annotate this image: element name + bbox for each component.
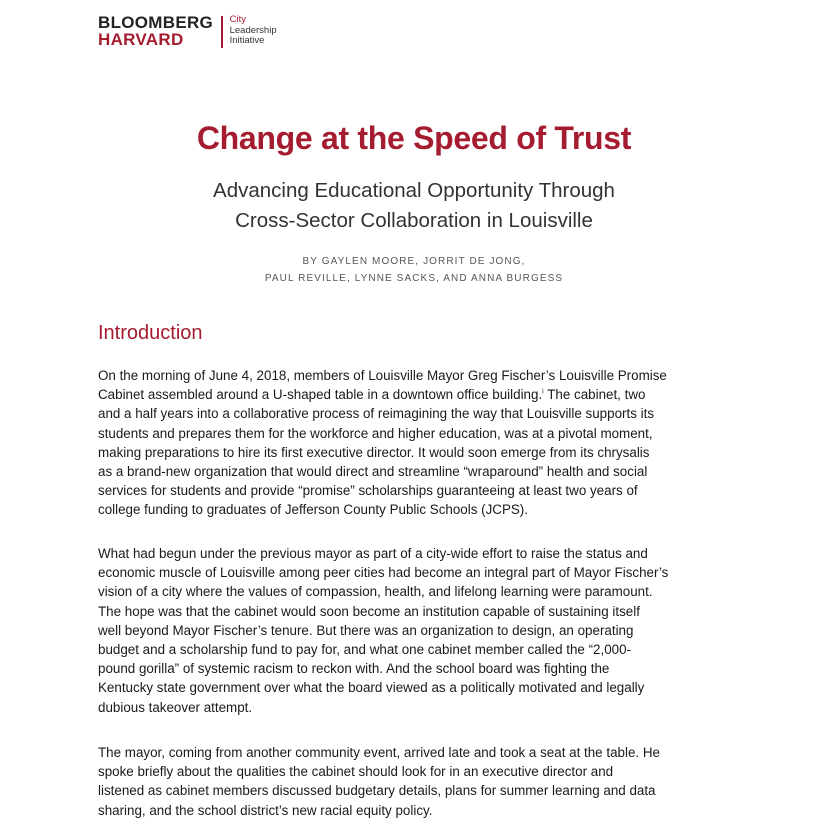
logo-initiative-name xyxy=(230,14,277,47)
paragraph-1 xyxy=(98,366,734,520)
logo-wordmark xyxy=(98,14,213,48)
section-heading-introduction: Introduction xyxy=(98,322,203,344)
subtitle-line-1: Advancing Educational Opportunity Through xyxy=(213,179,615,202)
logo-sub-city: City xyxy=(229,14,246,25)
paragraph-line: The hope was that the cabinet would soon become an institution capable of sustaining itself xyxy=(98,603,640,619)
paragraph-line: services for students and provide “promise” scholarships guaranteeing at least two years of xyxy=(98,483,638,499)
paragraph-line: vision of a city where the values of compassion, health, and lifelong learning were paramount. xyxy=(98,584,653,600)
paragraph-line: Kentucky state government over what the board viewed as a politically motivated and legally xyxy=(98,680,645,696)
paragraph-line-text: The cabinet, two xyxy=(543,387,646,403)
document-subtitle xyxy=(0,176,828,236)
logo-divider xyxy=(221,16,223,48)
author-line-1: BY GAYLEN MOORE, JORRIT DE JONG, xyxy=(302,256,526,267)
paragraph-2 xyxy=(98,544,734,717)
paragraph-line: budget and a scholarship fund to pay for, and what one cabinet member called the “2,000- xyxy=(98,642,631,658)
logo-bloomberg-text: BLOOMBERG xyxy=(98,13,214,32)
paragraph-line: college funding to graduates of Jefferson County Public Schools (JCPS). xyxy=(98,502,528,518)
paragraph-line: students and prepares them for the workforce and higher education, was at a pivotal moment, xyxy=(98,425,653,441)
subtitle-line-2: Cross-Sector Collaboration in Louisville xyxy=(235,209,593,232)
paragraph-line: On the morning of June 4, 2018, members of Louisville Mayor Greg Fischer’s Louisville Promise xyxy=(98,368,667,383)
author-line-2: PAUL REVILLE, LYNNE SACKS, AND ANNA BURGESS xyxy=(264,273,564,284)
paragraph-line: The mayor, coming from another community event, arrived late and took a seat at the table. He xyxy=(98,745,660,760)
bloomberg-harvard-logo xyxy=(98,14,277,48)
author-byline xyxy=(0,253,828,287)
logo-sub-leadership: Leadership xyxy=(229,24,277,36)
paragraph-line: listened as cabinet members discussed budgetary details, plans for summer learning and data xyxy=(98,783,656,799)
paragraph-line: pound gorilla” of systemic racism to reckon with. And the school board was fighting the xyxy=(98,661,610,677)
paragraph-line-text: Cabinet assembled around a U-shaped table in a downtown office building. xyxy=(98,387,543,403)
paragraph-line: dubious takeover attempt. xyxy=(98,699,253,715)
logo-sub-initiative: Initiative xyxy=(229,35,265,46)
paragraph-line: sharing, and the school district’s new racial equity policy. xyxy=(98,802,433,818)
paragraph-line: well beyond Mayor Fischer’s tenure. But there was an organization to design, an operating xyxy=(98,622,634,638)
paragraph-line xyxy=(98,385,734,404)
paragraph-line: What had begun under the previous mayor as part of a city-wide effort to raise the status and xyxy=(98,546,648,561)
logo-harvard-text: HARVARD xyxy=(98,30,184,49)
paragraph-3 xyxy=(98,743,734,820)
paragraph-line: economic muscle of Louisville among peer cities had become an integral part of Mayor Fischer’s xyxy=(98,565,669,581)
footnote-marker[interactable]: i xyxy=(542,388,544,396)
paragraph-line: and a half years into a collaborative process of reimagining the way that Louisville supports its xyxy=(98,406,655,422)
paragraph-line: as a brand-new organization that would direct and streamline “wraparound” health and social xyxy=(98,464,648,480)
document-title: Change at the Speed of Trust xyxy=(196,120,632,156)
paragraph-line: making preparations to hire its first executive director. It would soon emerge from its chrysalis xyxy=(98,444,650,460)
paragraph-line: spoke briefly about the qualities the cabinet should look for in an executive director and xyxy=(98,764,614,780)
